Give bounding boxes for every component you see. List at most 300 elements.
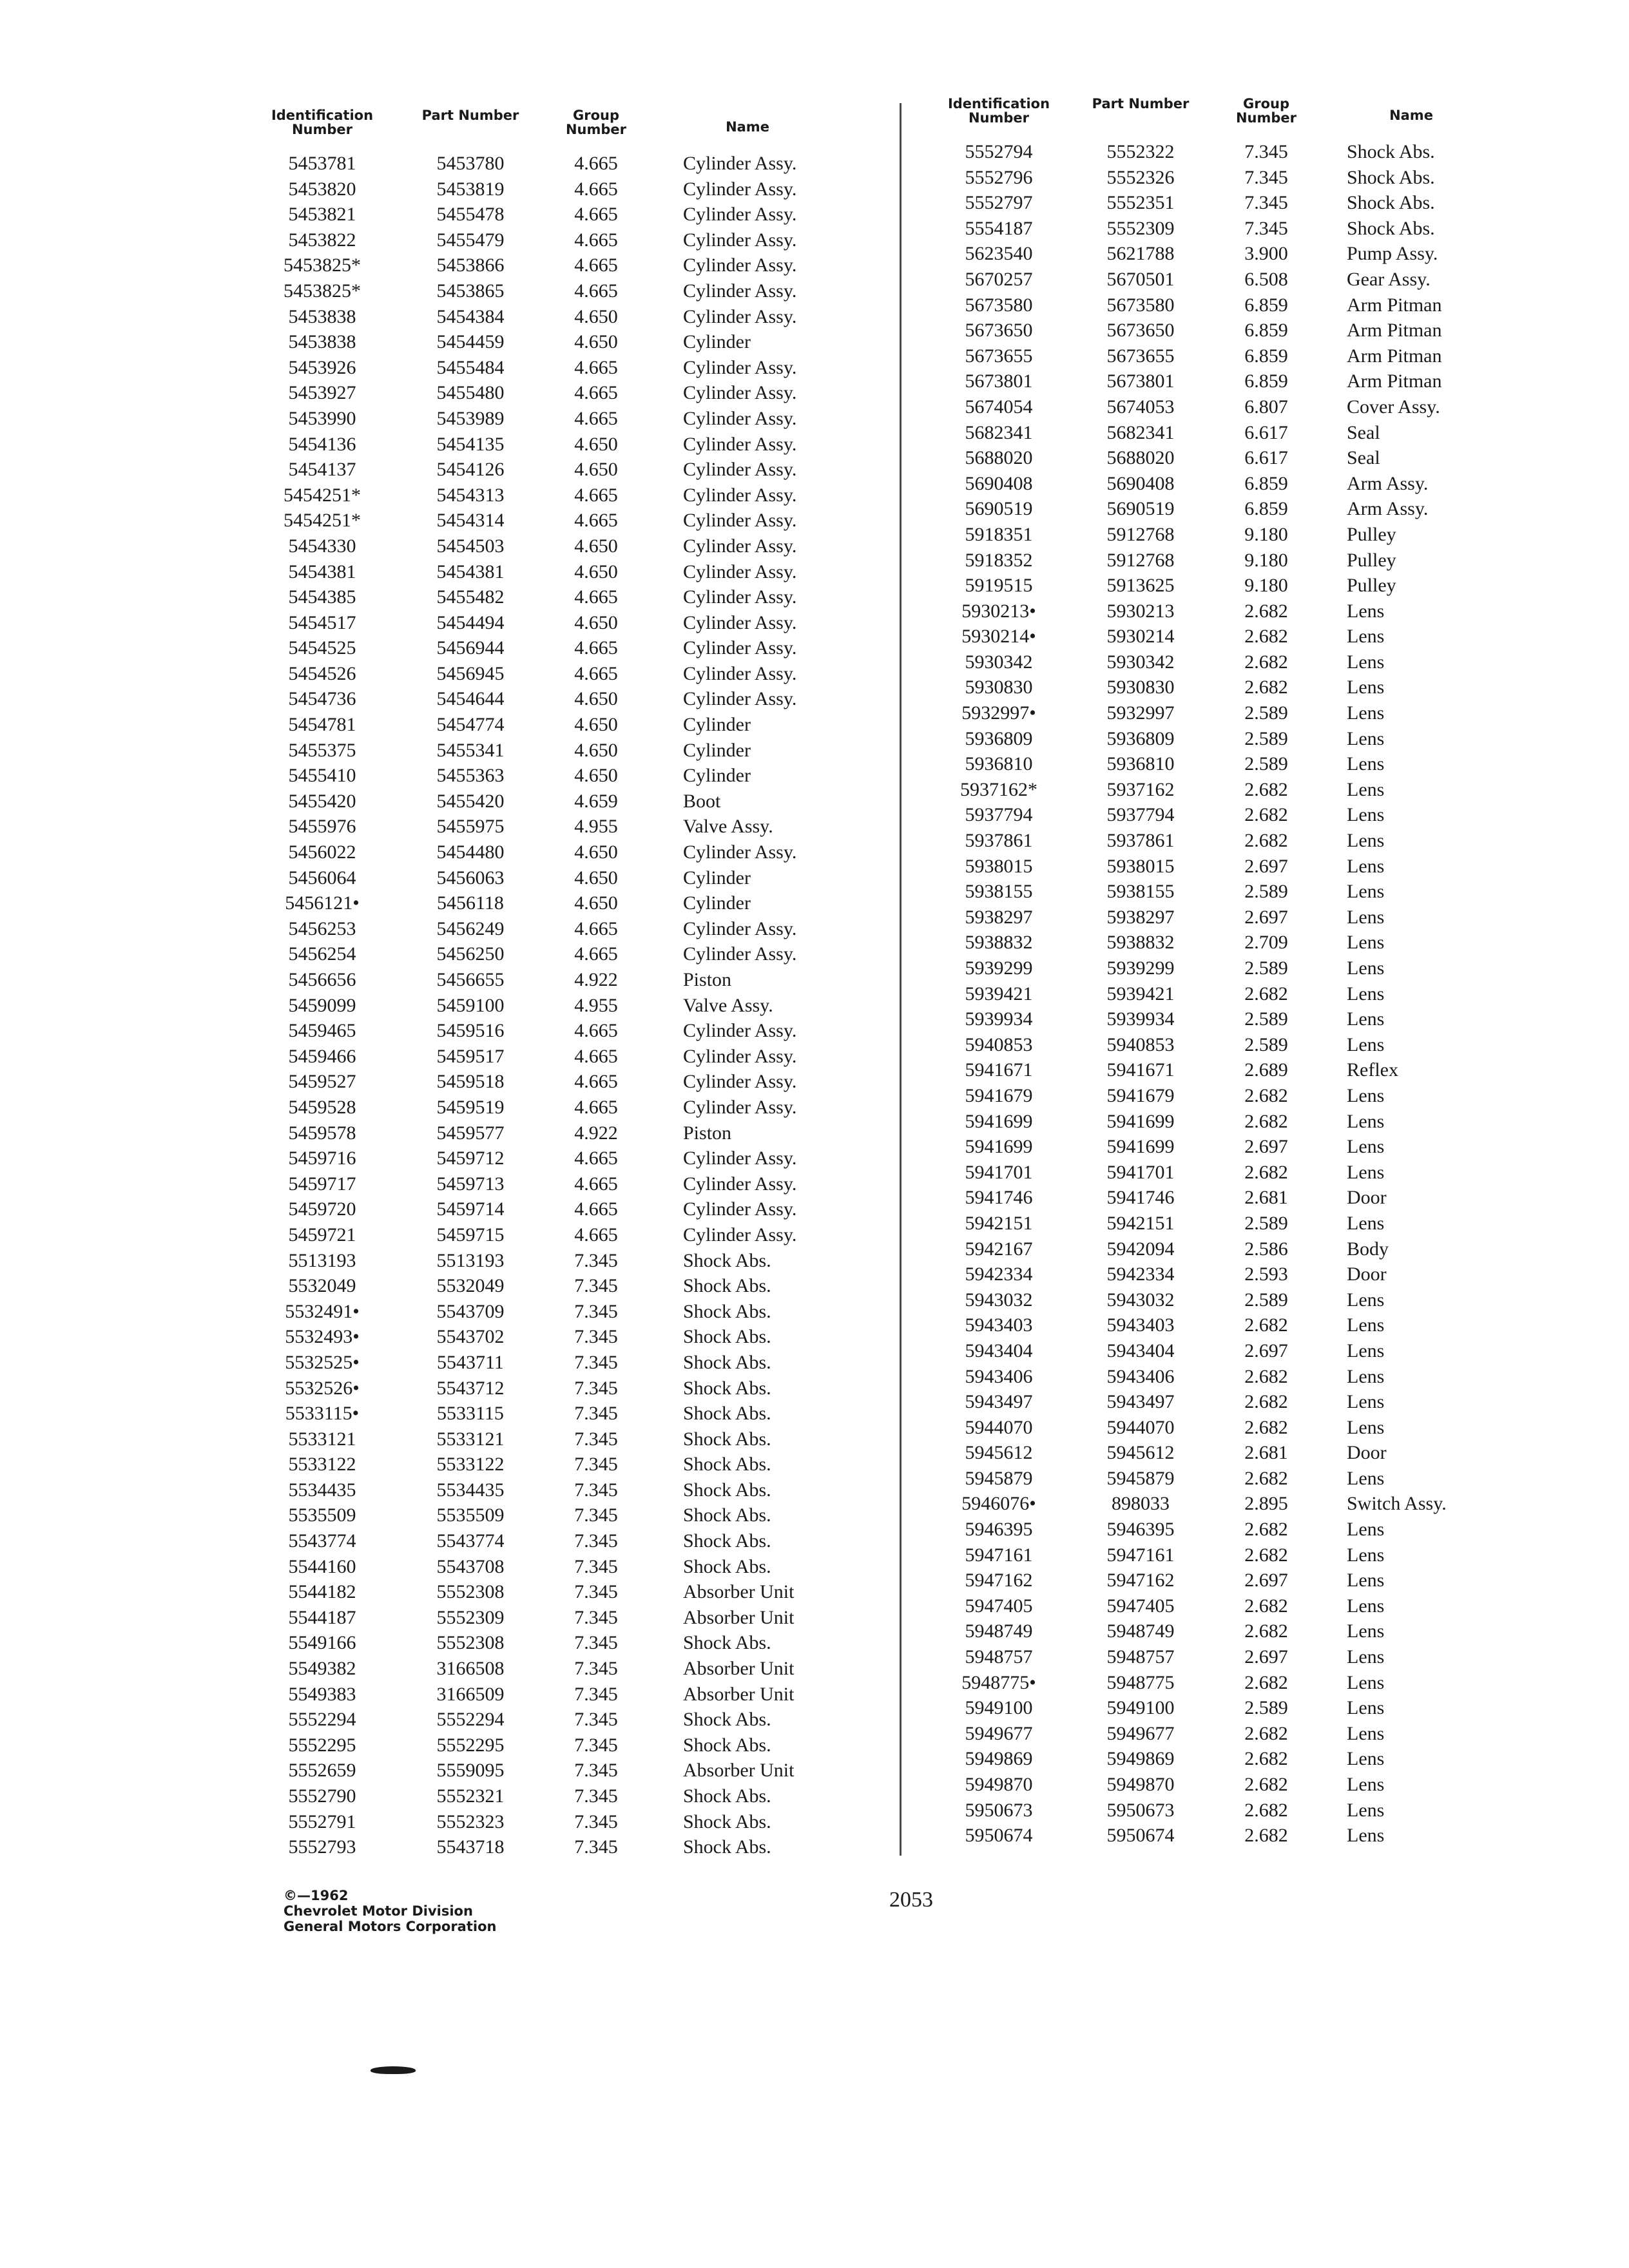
group-number: 4.650 [574, 765, 618, 787]
group-number: 4.665 [574, 1045, 618, 1067]
table-row [258, 508, 863, 533]
group-number: 4.955 [574, 994, 618, 1016]
part-number: 5939299 [1106, 957, 1175, 979]
part-name: Lens [1347, 1340, 1385, 1361]
identification-number: 5670257 [965, 268, 1033, 290]
identification-number: 5453927 [288, 382, 356, 404]
part-name: Cylinder Assy. [683, 1198, 797, 1220]
identification-number: 5930213• [961, 600, 1036, 622]
identification-number: 5939421 [965, 983, 1033, 1004]
group-number: 7.345 [574, 1249, 618, 1271]
part-name: Shock Abs. [1347, 166, 1435, 188]
group-number: 2.682 [1244, 1365, 1288, 1387]
identification-number: 5552659 [288, 1760, 356, 1782]
part-name: Shock Abs. [683, 1504, 771, 1526]
part-number: 5621788 [1106, 243, 1175, 265]
part-number: 5948749 [1106, 1620, 1175, 1642]
part-number: 5455420 [436, 790, 505, 812]
part-name: Seal [1347, 447, 1380, 469]
group-number: 2.589 [1244, 881, 1288, 903]
group-number: 7.345 [574, 1479, 618, 1501]
identification-number: 5946395 [965, 1519, 1033, 1541]
part-number: 5941746 [1106, 1187, 1175, 1209]
identification-number: 5544160 [288, 1555, 356, 1577]
group-number: 6.807 [1244, 396, 1288, 418]
part-name: Lens [1347, 1212, 1385, 1234]
identification-number: 5533122 [288, 1454, 356, 1475]
identification-number: 5941699 [965, 1136, 1033, 1158]
table-row [258, 533, 863, 559]
part-name: Lens [1347, 1774, 1385, 1795]
part-number: 5552322 [1106, 141, 1175, 162]
part-number: 5948775 [1106, 1671, 1175, 1693]
part-name: Lens [1347, 626, 1385, 648]
part-name: Cylinder [683, 867, 751, 889]
part-number: 5552308 [436, 1632, 505, 1654]
part-name: Cylinder Assy. [683, 586, 797, 608]
part-number: 5947162 [1106, 1570, 1175, 1591]
table-row [934, 1746, 1501, 1772]
part-name: Cylinder Assy. [683, 280, 797, 302]
identification-number: 5549382 [288, 1658, 356, 1680]
part-name: Lens [1347, 1391, 1385, 1413]
table-row [934, 1109, 1501, 1135]
group-number: 4.665 [574, 1198, 618, 1220]
table-row [258, 457, 863, 483]
header-identification-number: Identification Number [271, 108, 374, 137]
identification-number: 5454330 [288, 535, 356, 557]
group-number: 2.682 [1244, 1671, 1288, 1693]
part-number: 5456118 [437, 892, 504, 914]
table-row [258, 890, 863, 916]
part-number: 5454480 [436, 841, 505, 863]
part-name: Shock Abs. [1347, 192, 1435, 214]
identification-number: 5552797 [965, 192, 1033, 214]
table-row [934, 190, 1501, 216]
identification-number: 5456656 [288, 969, 356, 990]
group-number: 7.345 [574, 1555, 618, 1577]
part-number: 5533122 [436, 1454, 505, 1475]
table-row [934, 1644, 1501, 1670]
table-row [934, 445, 1501, 471]
part-number: 5543708 [436, 1555, 505, 1577]
part-number: 5913625 [1106, 575, 1175, 597]
table-row [258, 151, 863, 177]
identification-number: 5532525• [285, 1351, 360, 1373]
identification-number: 5549166 [288, 1632, 356, 1654]
part-name: Arm Assy. [1347, 498, 1429, 520]
group-number: 2.593 [1244, 1264, 1288, 1285]
identification-number: 5454385 [288, 586, 356, 608]
part-name: Lens [1347, 1161, 1385, 1183]
table-row [258, 1120, 863, 1146]
part-name: Absorber Unit [683, 1760, 795, 1782]
group-number: 2.589 [1244, 1008, 1288, 1030]
part-number: 5673655 [1106, 345, 1175, 367]
part-name: Cylinder Assy. [683, 1071, 797, 1093]
part-number: 5543702 [436, 1326, 505, 1348]
table-row [934, 394, 1501, 420]
part-name: Lens [1347, 1033, 1385, 1055]
part-number: 5453780 [436, 153, 505, 174]
part-number: 5941699 [1106, 1110, 1175, 1132]
group-number: 6.859 [1244, 498, 1288, 520]
group-number: 2.697 [1244, 855, 1288, 877]
table-row [258, 1069, 863, 1095]
part-name: Cylinder Assy. [683, 484, 797, 506]
table-row [258, 1018, 863, 1044]
table-row [258, 1171, 863, 1197]
part-number: 5670501 [1106, 268, 1175, 290]
part-number: 5454459 [436, 331, 505, 353]
table-row [258, 1324, 863, 1350]
part-number: 898033 [1112, 1493, 1170, 1515]
identification-number: 5674054 [965, 396, 1033, 418]
identification-number: 5459716 [288, 1148, 356, 1169]
part-number: 5455341 [436, 739, 505, 761]
part-number: 5543709 [436, 1300, 505, 1322]
identification-number: 5948757 [965, 1646, 1033, 1668]
table-row [934, 1083, 1501, 1109]
group-number: 4.665 [574, 1020, 618, 1042]
part-number: 5948757 [1106, 1646, 1175, 1668]
identification-number: 5943406 [965, 1365, 1033, 1387]
part-name: Shock Abs. [1347, 141, 1435, 162]
group-number: 4.665 [574, 1224, 618, 1245]
identification-number: 5455420 [288, 790, 356, 812]
group-number: 6.859 [1244, 472, 1288, 494]
part-name: Cylinder Assy. [683, 356, 797, 378]
table-row [934, 981, 1501, 1007]
table-row [258, 1579, 863, 1605]
table-row [258, 1682, 863, 1707]
part-name: Arm Pitman [1347, 370, 1442, 392]
part-name: Cylinder Assy. [683, 382, 797, 404]
table-body [258, 151, 863, 1860]
identification-number: 5946076• [961, 1493, 1036, 1515]
part-number: 5938155 [1106, 881, 1175, 903]
table-row [934, 700, 1501, 726]
identification-number: 5947161 [965, 1544, 1033, 1566]
table-row [258, 202, 863, 227]
group-number: 4.665 [574, 204, 618, 226]
table-row [934, 573, 1501, 599]
part-number: 5456944 [436, 637, 505, 659]
table-row [258, 227, 863, 253]
part-number: 5938015 [1106, 855, 1175, 877]
group-number: 7.345 [574, 1403, 618, 1425]
identification-number: 5453821 [288, 204, 356, 226]
part-name: Shock Abs. [683, 1709, 771, 1731]
part-name: Lens [1347, 1365, 1385, 1387]
group-number: 4.665 [574, 1173, 618, 1195]
part-name: Door [1347, 1442, 1387, 1464]
part-name: Switch Assy. [1347, 1493, 1447, 1515]
identification-number: 5936810 [965, 753, 1033, 775]
group-number: 4.650 [574, 535, 618, 557]
part-name: Lens [1347, 1595, 1385, 1617]
part-number: 5552294 [436, 1709, 505, 1731]
table-row [934, 1236, 1501, 1262]
table-row [934, 1287, 1501, 1313]
part-name: Cylinder [683, 765, 751, 787]
part-name: Shock Abs. [683, 1811, 771, 1832]
group-number: 2.709 [1244, 932, 1288, 954]
part-name: Lens [1347, 932, 1385, 954]
publisher-division: Chevrolet Motor Division [284, 1903, 473, 1919]
identification-number: 5544182 [288, 1581, 356, 1603]
identification-number: 5454525 [288, 637, 356, 659]
part-number: 5938832 [1106, 932, 1175, 954]
table-row [934, 777, 1501, 803]
table-row [934, 802, 1501, 828]
group-number: 2.586 [1244, 1238, 1288, 1260]
table-row [934, 1032, 1501, 1058]
table-row [934, 1312, 1501, 1338]
group-number: 2.681 [1244, 1442, 1288, 1464]
table-row [934, 675, 1501, 700]
part-name: Cylinder Assy. [683, 178, 797, 200]
table-row [934, 879, 1501, 905]
part-number: 5453865 [436, 280, 505, 302]
table-header [258, 108, 863, 147]
part-number: 5912768 [1106, 549, 1175, 571]
table-row [258, 355, 863, 381]
table-row [934, 1057, 1501, 1083]
group-number: 4.665 [574, 280, 618, 302]
part-name: Lens [1347, 778, 1385, 800]
part-number: 5552323 [436, 1811, 505, 1832]
part-number: 5533115 [437, 1403, 504, 1425]
part-number: 5552309 [436, 1606, 505, 1628]
group-number: 2.682 [1244, 1620, 1288, 1642]
group-number: 6.859 [1244, 345, 1288, 367]
group-number: 4.665 [574, 356, 618, 378]
group-number: 4.665 [574, 229, 618, 251]
group-number: 7.345 [574, 1760, 618, 1782]
identification-number: 5535509 [288, 1504, 356, 1526]
part-name: Cylinder Assy. [683, 1173, 797, 1195]
part-number: 5941679 [1106, 1084, 1175, 1106]
group-number: 6.617 [1244, 447, 1288, 469]
group-number: 2.697 [1244, 1340, 1288, 1361]
identification-number: 5939934 [965, 1008, 1033, 1030]
group-number: 4.650 [574, 331, 618, 353]
identification-number: 5947162 [965, 1570, 1033, 1591]
identification-number: 5453820 [288, 178, 356, 200]
part-name: Cylinder Assy. [683, 561, 797, 582]
part-name: Shock Abs. [683, 1428, 771, 1450]
table-row [258, 1044, 863, 1070]
group-number: 4.922 [574, 969, 618, 990]
column-divider [900, 103, 901, 1856]
identification-number: 5552791 [288, 1811, 356, 1832]
identification-number: 5533115• [285, 1403, 360, 1425]
part-name: Lens [1347, 1722, 1385, 1744]
table-row [934, 548, 1501, 573]
part-number: 5943497 [1106, 1391, 1175, 1413]
table-row [934, 1568, 1501, 1593]
table-row [934, 1262, 1501, 1287]
part-number: 5453989 [436, 407, 505, 429]
identification-number: 5949870 [965, 1774, 1033, 1795]
part-number: 5456655 [436, 969, 505, 990]
part-name: Lens [1347, 1519, 1385, 1541]
part-name: Cylinder Assy. [683, 535, 797, 557]
identification-number: 5453781 [288, 153, 356, 174]
group-number: 2.682 [1244, 1416, 1288, 1438]
table-row [934, 1491, 1501, 1517]
group-number: 2.682 [1244, 1519, 1288, 1541]
part-number: 5950673 [1106, 1799, 1175, 1821]
table-row [934, 216, 1501, 242]
table-row [934, 1772, 1501, 1798]
part-number: 5455479 [436, 229, 505, 251]
table-row [258, 380, 863, 406]
part-name: Reflex [1347, 1059, 1398, 1081]
part-name: Lens [1347, 1110, 1385, 1132]
part-number: 5456063 [436, 867, 505, 889]
part-number: 3166509 [436, 1683, 505, 1705]
identification-number: 5936809 [965, 727, 1033, 749]
table-row [934, 496, 1501, 522]
part-name: Gear Assy. [1347, 268, 1431, 290]
table-row [258, 1554, 863, 1580]
identification-number: 5455375 [288, 739, 356, 761]
identification-number: 5455976 [288, 816, 356, 838]
table-row [258, 1834, 863, 1860]
right-parts-table [934, 97, 1501, 1849]
group-number: 4.650 [574, 892, 618, 914]
part-number: 5552308 [436, 1581, 505, 1603]
group-number: 2.682 [1244, 677, 1288, 698]
part-name: Pulley [1347, 549, 1396, 571]
part-name: Lens [1347, 855, 1385, 877]
part-name: Cylinder Assy. [683, 1096, 797, 1118]
part-number: 5937861 [1106, 830, 1175, 852]
group-number: 4.650 [574, 688, 618, 710]
publisher-corporation: General Motors Corporation [284, 1919, 497, 1934]
part-number: 5690408 [1106, 472, 1175, 494]
table-row [934, 751, 1501, 777]
table-row [934, 1211, 1501, 1236]
part-name: Shock Abs. [683, 1403, 771, 1425]
group-number: 4.650 [574, 867, 618, 889]
table-row [258, 1758, 863, 1783]
table-row [258, 916, 863, 942]
table-row [258, 1427, 863, 1452]
copyright-year: ©—1962 [284, 1888, 349, 1903]
part-name: Valve Assy. [683, 816, 773, 838]
part-name: Shock Abs. [683, 1479, 771, 1501]
part-name: Lens [1347, 1289, 1385, 1311]
part-name: Shock Abs. [1347, 217, 1435, 239]
table-row [934, 165, 1501, 191]
part-number: 5459715 [436, 1224, 505, 1245]
group-number: 4.650 [574, 561, 618, 582]
table-row [934, 471, 1501, 497]
part-name: Cylinder Assy. [683, 662, 797, 684]
identification-number: 5453926 [288, 356, 356, 378]
part-name: Shock Abs. [683, 1326, 771, 1348]
table-row [934, 267, 1501, 293]
part-name: Lens [1347, 1748, 1385, 1770]
group-number: 2.682 [1244, 651, 1288, 673]
part-number: 5456250 [436, 943, 505, 965]
group-number: 6.859 [1244, 320, 1288, 341]
table-row [258, 1376, 863, 1401]
page-number: 2053 [889, 1888, 933, 1912]
group-number: 4.665 [574, 484, 618, 506]
part-name: Cylinder Assy. [683, 637, 797, 659]
left-parts-table [258, 108, 863, 1860]
group-number: 2.682 [1244, 1774, 1288, 1795]
identification-number: 5549383 [288, 1683, 356, 1705]
part-number: 5939934 [1106, 1008, 1175, 1030]
group-number: 2.682 [1244, 983, 1288, 1004]
table-row [934, 1364, 1501, 1390]
part-name: Cylinder Assy. [683, 1224, 797, 1245]
part-name: Piston [683, 1122, 732, 1144]
part-name: Absorber Unit [683, 1658, 795, 1680]
part-name: Lens [1347, 651, 1385, 673]
part-number: 5454774 [436, 714, 505, 736]
group-number: 4.650 [574, 611, 618, 633]
part-name: Cylinder Assy. [683, 229, 797, 251]
table-row [934, 241, 1501, 267]
identification-number: 5534435 [288, 1479, 356, 1501]
part-number: 5938297 [1106, 906, 1175, 928]
identification-number: 5459721 [288, 1224, 356, 1245]
part-number: 5459713 [436, 1173, 505, 1195]
identification-number: 5459466 [288, 1045, 356, 1067]
identification-number: 5947405 [965, 1595, 1033, 1617]
table-row [934, 956, 1501, 981]
part-number: 5682341 [1106, 421, 1175, 443]
part-name: Shock Abs. [683, 1836, 771, 1858]
table-row [258, 584, 863, 610]
identification-number: 5682341 [965, 421, 1033, 443]
part-number: 5937794 [1106, 804, 1175, 826]
identification-number: 5552796 [965, 166, 1033, 188]
part-number: 5673650 [1106, 320, 1175, 341]
table-row [934, 1721, 1501, 1747]
part-number: 5942334 [1106, 1264, 1175, 1285]
part-name: Arm Assy. [1347, 472, 1429, 494]
table-row [934, 1006, 1501, 1032]
group-number: 7.345 [574, 1454, 618, 1475]
identification-number: 5930342 [965, 651, 1033, 673]
table-row [258, 1248, 863, 1274]
table-row [934, 1798, 1501, 1823]
part-name: Cylinder Assy. [683, 204, 797, 226]
part-number: 5456945 [436, 662, 505, 684]
identification-number: 5454517 [288, 611, 356, 633]
group-number: 7.345 [574, 1734, 618, 1756]
part-name: Lens [1347, 677, 1385, 698]
part-name: Lens [1347, 727, 1385, 749]
table-row [258, 177, 863, 202]
group-number: 2.682 [1244, 600, 1288, 622]
part-number: 5552309 [1106, 217, 1175, 239]
part-name: Cylinder Assy. [683, 255, 797, 276]
identification-number: 5673801 [965, 370, 1033, 392]
part-number: 5950674 [1106, 1825, 1175, 1847]
table-row [934, 1670, 1501, 1696]
part-number: 5932997 [1106, 702, 1175, 724]
identification-number: 5456254 [288, 943, 356, 965]
table-row [258, 1783, 863, 1809]
